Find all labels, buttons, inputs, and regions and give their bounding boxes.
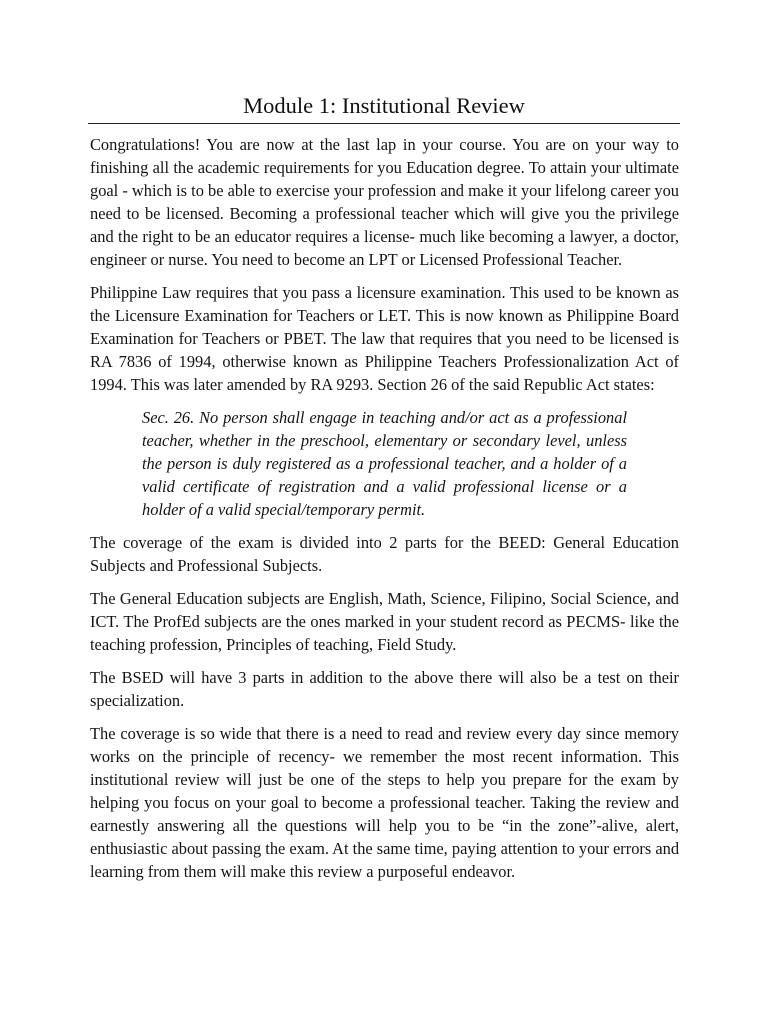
paragraph-exam-coverage: The coverage of the exam is divided into 2 parts for the BEED: General Education Subjects and Professional Subjects. bbox=[90, 533, 679, 575]
paragraph-philippine-law: Philippine Law requires that you pass a licensure examination. This used to be known as the Licensure Examination for Teachers or LET. This is now known as Philippine Board Examination for Teachers or PBET. The law that requires that you need to be licensed is RA 7836 of 1994, otherwise known as Philippine Teachers Professionalization Act of 1994. This was later amended by RA 9293. Section 26 of the said Republic Act states: bbox=[90, 283, 679, 394]
title-divider bbox=[88, 123, 680, 124]
paragraph-bsed: The BSED will have 3 parts in addition to the above there will also be a test on their specialization. bbox=[90, 668, 679, 710]
document-body bbox=[90, 133, 679, 893]
paragraph-congratulations: Congratulations! You are now at the last lap in your course. You are on your way to finishing all the academic requirements for you Education degree. To attain your ultimate goal - which is to be able to exercise your profession and make it your lifelong career you need to be licensed. Becoming a professional teacher which will give you the privilege and the right to be an educator requires a license- much like becoming a lawyer, a doctor, engineer or nurse. You need to become an LPT or Licensed Professional Teacher. bbox=[90, 135, 679, 269]
page-title: Module 1: Institutional Review bbox=[243, 93, 525, 118]
quoted-section-26: Sec. 26. No person shall engage in teaching and/or act as a professional teacher, whether in the preschool, elementary or secondary level, unless the person is duly registered as a professional teacher, and a holder of a valid certificate of registration and a valid professional license or a holder of a valid special/temporary permit. bbox=[142, 408, 627, 519]
paragraph-general-education: The General Education subjects are English, Math, Science, Filipino, Social Science, and ICT. The ProfEd subjects are the ones marked in your student record as PECMS- like the teaching profession, Principles of teaching, Field Study. bbox=[90, 589, 679, 654]
paragraph-review-purpose: The coverage is so wide that there is a need to read and review every day since memory works on the principle of recency- we remember the most recent information. This institutional review will just be one of the steps to help you prepare for the exam by helping you focus on your goal to become a professional teacher. Taking the review and earnestly answering all the questions will help you to be “in the zone”-alive, alert, enthusiastic about passing the exam. At the same time, paying attention to your errors and learning from them will make this review a purposeful endeavor. bbox=[90, 724, 680, 881]
